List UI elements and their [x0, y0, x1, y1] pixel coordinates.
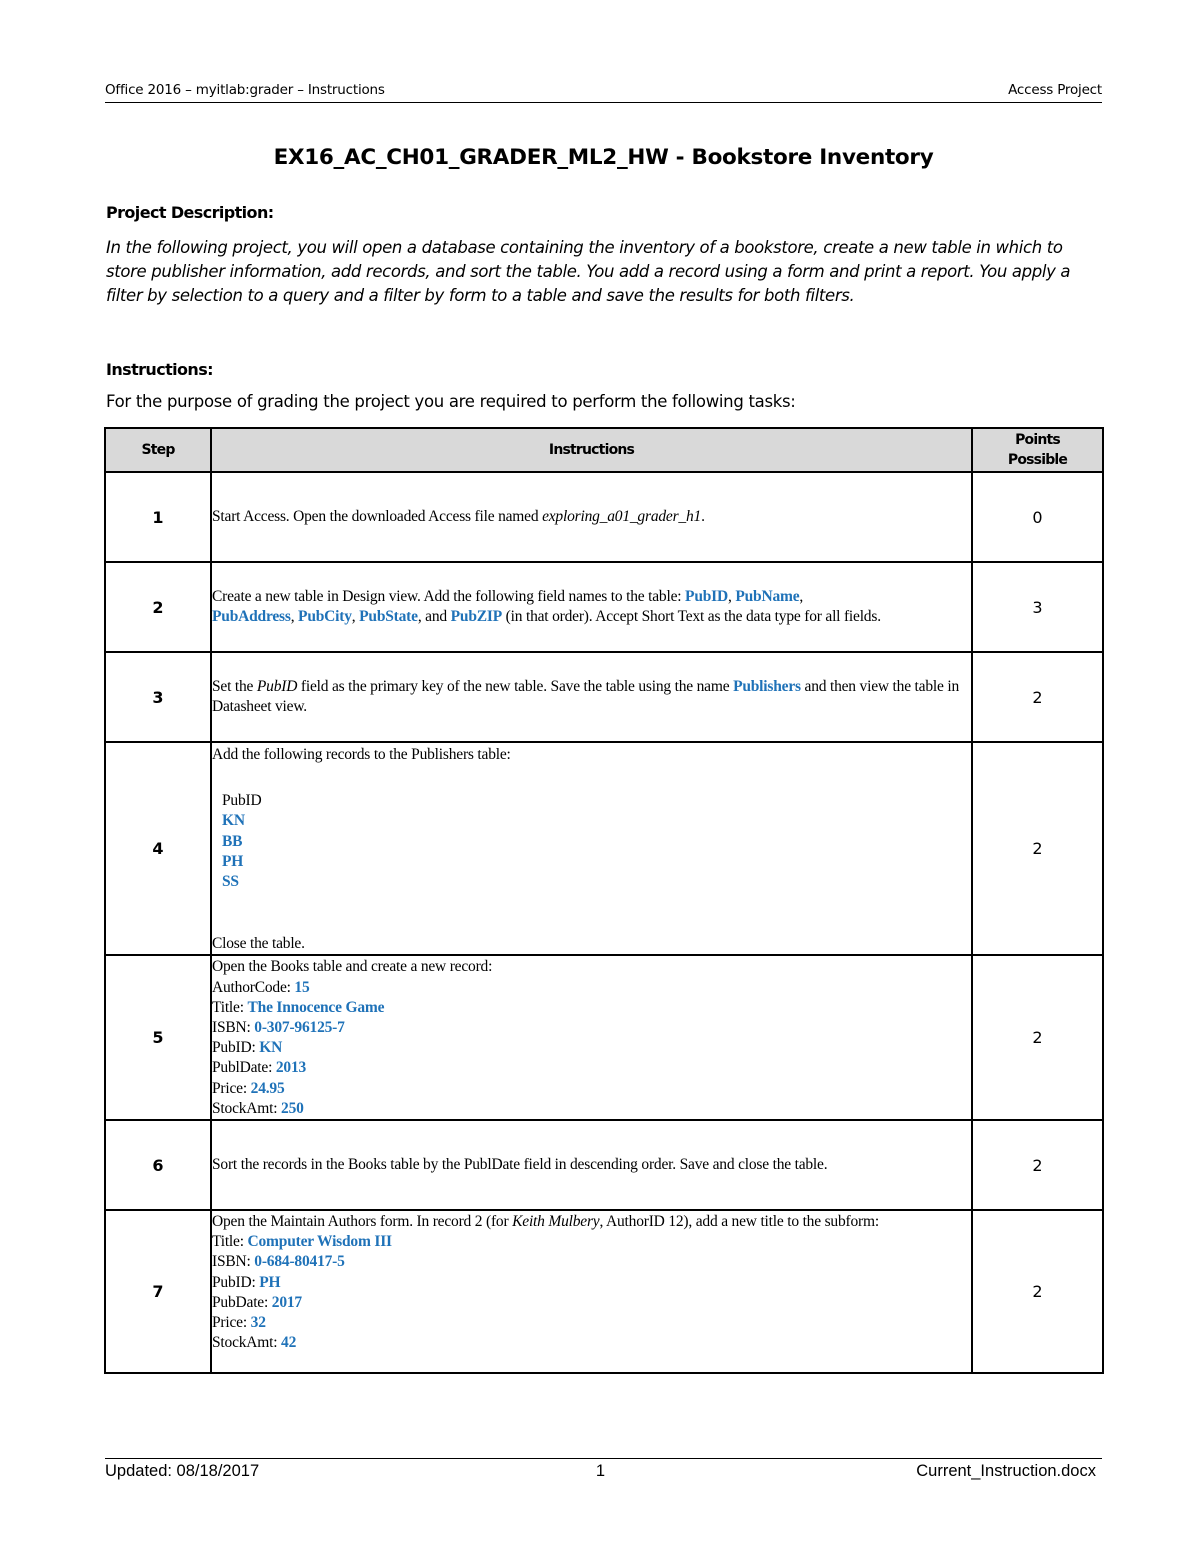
table-row	[105, 1210, 1103, 1373]
step-number: 4	[105, 742, 211, 955]
table-row	[105, 562, 1103, 652]
field-value: 32	[250, 1314, 266, 1332]
instruction-text: field as the primary key of the new table. Save the table using the name	[297, 677, 734, 695]
record-field	[212, 1333, 971, 1353]
file-name: exploring_a01_grader_h1	[542, 507, 702, 525]
field-name: PubID	[256, 677, 298, 695]
separator: ,	[799, 587, 804, 605]
field-name: PubState	[359, 608, 418, 625]
points-value: 2	[972, 742, 1103, 955]
points-header-line1: Points	[1015, 432, 1060, 448]
points-value: 2	[972, 1210, 1103, 1373]
step-instructions	[211, 652, 972, 742]
separator: ,	[727, 587, 736, 605]
pubid-value: SS	[222, 873, 239, 891]
footer-file-name: Current_Instruction.docx	[916, 1462, 1096, 1480]
field-label: PubID:	[212, 1273, 260, 1291]
step-column-header: Step	[105, 428, 211, 472]
record-field	[212, 1058, 971, 1078]
table-header-row	[105, 428, 1103, 472]
step-instructions	[211, 1210, 972, 1373]
points-value: 2	[972, 652, 1103, 742]
instruction-text: .	[701, 507, 705, 525]
points-value: 3	[972, 562, 1103, 652]
step-number: 5	[105, 955, 211, 1120]
instructions-intro: For the purpose of grading the project you are required to perform the following tasks:	[106, 392, 796, 411]
step-instructions	[211, 562, 972, 652]
separator: ,	[290, 608, 299, 625]
footer-page-number: 1	[595, 1462, 606, 1480]
field-label: StockAmt:	[212, 1334, 282, 1352]
pubid-value: PH	[222, 852, 244, 870]
pubid-value: BB	[222, 832, 243, 850]
field-label: AuthorCode:	[212, 978, 295, 996]
header-left: Office 2016 – myitlab:grader – Instructions	[105, 82, 385, 98]
instructions-table	[104, 427, 1104, 1374]
record-field	[212, 998, 971, 1018]
step-instructions	[211, 955, 972, 1120]
record-field	[212, 1273, 971, 1293]
column-header-label: PubID	[222, 792, 262, 810]
field-value: 250	[281, 1099, 304, 1117]
field-label: Title:	[212, 1233, 248, 1251]
field-name: PubCity	[298, 608, 352, 625]
instruction-text: and then view the table in Datasheet view.	[212, 677, 960, 715]
record-field	[212, 1313, 971, 1333]
field-value: The Innocence Game	[247, 998, 385, 1016]
field-label: Price:	[212, 1079, 251, 1097]
step-instructions: Sort the records in the Books table by the PublDate field in descending order. Save and close the table.	[211, 1120, 972, 1210]
header-right: Access Project	[1008, 82, 1102, 98]
field-value: 24.95	[250, 1079, 285, 1097]
points-header-line2: Possible	[1007, 452, 1068, 468]
field-value: 15	[294, 978, 310, 996]
step-number: 1	[105, 472, 211, 562]
field-name: PubName	[735, 587, 800, 605]
instruction-text: , AuthorID 12), add a new title to the subform:	[599, 1213, 879, 1231]
table-row	[105, 652, 1103, 742]
footer-rule	[105, 1458, 1102, 1459]
table-row	[105, 742, 1103, 955]
table-row	[105, 472, 1103, 562]
step-instructions	[211, 472, 972, 562]
field-label: Price:	[212, 1314, 251, 1332]
step-number: 7	[105, 1210, 211, 1373]
field-value: 0-684-80417-5	[254, 1253, 345, 1271]
step-number: 2	[105, 562, 211, 652]
points-value: 0	[972, 472, 1103, 562]
record-field	[212, 1099, 971, 1119]
project-description-text: In the following project, you will open a database containing the inventory of a bookstore, create a new table in which to store publisher information, add records, and sort the table. You add a record using a form and print a report. You apply a filter by selection to a query and a filter by form to a table and save the results for both filters.	[106, 238, 1071, 305]
field-value: PH	[259, 1273, 281, 1291]
table-row	[105, 1120, 1103, 1210]
instruction-text: Start Access. Open the downloaded Access file named	[212, 507, 543, 525]
instruction-text: Open the Books table and create a new record:	[212, 958, 493, 976]
field-value: 2013	[275, 1059, 307, 1077]
separator: ,	[351, 608, 360, 625]
instruction-text: Close the table.	[212, 935, 305, 953]
record-field	[212, 1079, 971, 1099]
instruction-text: Create a new table in Design view. Add the following field names to the table:	[212, 587, 686, 605]
field-value: 2017	[271, 1293, 302, 1311]
field-value: Computer Wisdom III	[247, 1233, 392, 1251]
record-field	[212, 1038, 971, 1058]
page-footer	[105, 1462, 1096, 1482]
field-name: PubID	[685, 587, 728, 605]
footer-updated-date: Updated: 08/18/2017	[105, 1462, 260, 1480]
field-value: 42	[281, 1334, 297, 1352]
field-value: KN	[259, 1039, 283, 1057]
project-description-heading: Project Description:	[106, 203, 274, 222]
field-label: Title:	[212, 998, 248, 1016]
separator: , and	[417, 608, 451, 625]
points-value: 2	[972, 955, 1103, 1120]
author-name: Keith Mulbery	[512, 1213, 600, 1231]
field-label: ISBN:	[212, 1019, 255, 1037]
record-field	[212, 1018, 971, 1038]
step-number: 6	[105, 1120, 211, 1210]
document-title: EX16_AC_CH01_GRADER_ML2_HW - Bookstore Inventory	[273, 145, 934, 170]
field-label: PublDate:	[212, 1059, 276, 1077]
instruction-text: Add the following records to the Publishers table:	[212, 746, 511, 763]
instructions-column-header: Instructions	[211, 428, 972, 472]
points-value: 2	[972, 1120, 1103, 1210]
field-name: PubZIP	[450, 608, 502, 625]
pubid-value: KN	[222, 812, 245, 830]
field-label: ISBN:	[212, 1253, 255, 1271]
field-value: 0-307-96125-7	[254, 1019, 345, 1037]
field-name: PubAddress	[212, 608, 291, 625]
table-row	[105, 955, 1103, 1120]
field-label: PubID:	[212, 1039, 260, 1057]
field-label: StockAmt:	[212, 1099, 282, 1117]
record-field	[212, 978, 971, 998]
instruction-text: Open the Maintain Authors form. In record 2 (for	[212, 1213, 513, 1231]
table-name: Publishers	[733, 677, 801, 695]
header-rule	[105, 102, 1102, 103]
points-column-header	[972, 428, 1103, 472]
record-field	[212, 1252, 971, 1272]
instructions-heading: Instructions:	[106, 360, 213, 379]
step-number: 3	[105, 652, 211, 742]
instruction-text: (in that order). Accept Short Text as the data type for all fields.	[502, 608, 881, 625]
record-field	[212, 1232, 971, 1252]
page-header	[105, 82, 1102, 102]
instruction-text	[212, 1212, 971, 1232]
record-field	[212, 1293, 971, 1313]
instruction-text: Set the	[212, 677, 257, 695]
field-label: PubDate:	[212, 1293, 272, 1311]
step-instructions	[211, 742, 972, 955]
pubid-list	[212, 791, 971, 892]
